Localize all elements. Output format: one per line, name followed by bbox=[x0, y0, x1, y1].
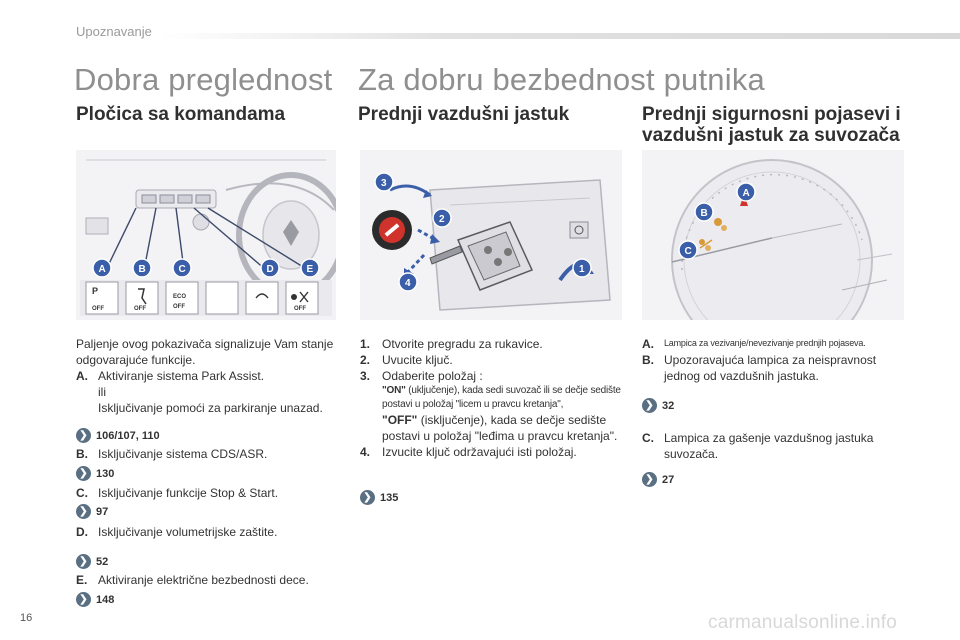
lamp-a: A. Lampica za vezivanje/nevezivanje prednjih pojaseva. bbox=[642, 337, 866, 351]
header-rule bbox=[160, 33, 960, 39]
button-label-p: P bbox=[92, 286, 99, 296]
right-subtitle-line1: Prednji sigurnosni pojasevi i bbox=[642, 104, 901, 125]
svg-text:B: B bbox=[700, 208, 708, 219]
item-c: C. Isključivanje funkcije Stop & Start. bbox=[76, 486, 279, 500]
arrow-circle-icon: ❯ bbox=[76, 466, 91, 481]
button-label-off-c: OFF bbox=[173, 304, 185, 310]
lamp-b: B. Upozoravajuća lampica za neispravnost jednog od vazdušnih jastuka. bbox=[642, 353, 877, 383]
svg-text:2: 2 bbox=[439, 214, 445, 225]
arrow-circle-icon: ❯ bbox=[76, 592, 91, 607]
page-ref-right-2[interactable]: ❯ 27 bbox=[642, 472, 674, 487]
panel-badge-a bbox=[93, 259, 111, 277]
step-badge-2 bbox=[433, 209, 451, 227]
svg-text:4: 4 bbox=[405, 278, 411, 289]
item-d: D. Isključivanje volumetrijske zaštite. bbox=[76, 525, 278, 539]
arrow-circle-icon: ❯ bbox=[642, 398, 657, 413]
control-panel-drawing bbox=[76, 150, 336, 320]
page-ref-5[interactable]: ❯ 148 bbox=[76, 592, 114, 607]
step-3: 3. Odaberite položaj : bbox=[360, 369, 483, 383]
panel-badge-d bbox=[261, 259, 279, 277]
middle-title: Za dobru bezbednost putnika bbox=[358, 62, 765, 97]
arrow-circle-icon: ❯ bbox=[76, 554, 91, 569]
button-label-off-b: OFF bbox=[134, 306, 146, 312]
watermark: carmanualsonline.info bbox=[708, 612, 898, 633]
gauge-drawing bbox=[642, 150, 904, 320]
item-a-line3: Isključivanje pomoći za parkiranje unazad. bbox=[98, 401, 323, 415]
airbag-off-icon bbox=[699, 239, 705, 245]
right-subtitle bbox=[642, 104, 901, 146]
page-ref-1[interactable]: ❯ 106/107, 110 bbox=[76, 428, 160, 443]
page-ref-3[interactable]: ❯ 97 bbox=[76, 504, 108, 519]
step-2: 2. Uvucite ključ. bbox=[360, 353, 453, 367]
step-1: 1. Otvorite pregradu za rukavice. bbox=[360, 337, 543, 351]
step-3-on: "ON" (uključenje), kada sedi suvozač ili se dečje sedište postavi u položaj "licem u pravcu kretanja", bbox=[382, 385, 621, 410]
button-label-off-a: OFF bbox=[92, 306, 104, 312]
glovebox-key-drawing bbox=[360, 150, 622, 320]
middle-column-text bbox=[360, 336, 628, 460]
page-ref-2[interactable]: ❯ 130 bbox=[76, 466, 114, 481]
item-a bbox=[76, 368, 338, 416]
control-panel-illustration bbox=[76, 150, 336, 320]
page-ref-right-1[interactable]: ❯ 32 bbox=[642, 398, 674, 413]
svg-text:C: C bbox=[684, 246, 692, 257]
item-e: E. Aktiviranje električne bezbednosti dece. bbox=[76, 573, 309, 587]
panel-badge-c bbox=[173, 259, 191, 277]
arrow-circle-icon: ❯ bbox=[360, 490, 375, 505]
step-3-off: "OFF" (isključenje), kada se dečje sedište postavi u položaj "leđima u pravcu kretanja". bbox=[382, 413, 618, 443]
gauge-badge-c bbox=[679, 241, 697, 259]
button-label-eco: ECO bbox=[173, 294, 187, 300]
gauge-badge-a bbox=[737, 183, 755, 201]
section-label: Upoznavanje bbox=[76, 24, 152, 39]
step-badge-1 bbox=[573, 259, 591, 277]
child-lock-icon bbox=[291, 294, 297, 300]
left-intro: Paljenje ovog pokazivača signalizuje Vam stanje odgovarajuće funkcije. bbox=[76, 337, 334, 367]
svg-text:A: A bbox=[742, 188, 750, 199]
item-a-key: A. bbox=[76, 369, 88, 383]
lamp-c: C. Lampica za gašenje vazdušnog jastuka suvozača. bbox=[642, 431, 874, 461]
svg-text:D: D bbox=[266, 264, 274, 275]
svg-text:C: C bbox=[178, 264, 186, 275]
arrow-circle-icon: ❯ bbox=[76, 428, 91, 443]
step-badge-3 bbox=[375, 173, 393, 191]
page-number: 16 bbox=[20, 612, 33, 624]
svg-text:1: 1 bbox=[579, 264, 585, 275]
svg-text:A: A bbox=[98, 264, 106, 275]
page-ref-4[interactable]: ❯ 52 bbox=[76, 554, 108, 569]
left-title: Dobra preglednost bbox=[74, 62, 333, 97]
arrow-circle-icon: ❯ bbox=[76, 504, 91, 519]
left-column-text bbox=[76, 336, 338, 416]
step-badge-4 bbox=[399, 273, 417, 291]
svg-text:3: 3 bbox=[381, 178, 387, 189]
right-column-text bbox=[642, 336, 906, 384]
arrow-circle-icon: ❯ bbox=[642, 472, 657, 487]
step-4: 4. Izvucite ključ održavajući isti položaj. bbox=[360, 445, 577, 459]
middle-subtitle: Prednji vazdušni jastuk bbox=[358, 104, 570, 125]
item-a-line1: Aktiviranje sistema Park Assist. bbox=[98, 369, 265, 383]
glovebox-key-illustration bbox=[360, 150, 622, 320]
button-label-off-e: OFF bbox=[294, 306, 306, 312]
item-a-line2: ili bbox=[98, 385, 106, 399]
svg-text:B: B bbox=[138, 264, 146, 275]
item-b: B. Isključivanje sistema CDS/ASR. bbox=[76, 447, 268, 461]
left-subtitle: Pločica sa komandama bbox=[76, 104, 286, 125]
panel-badge-e bbox=[301, 259, 319, 277]
svg-text:E: E bbox=[306, 264, 314, 275]
page-ref-middle[interactable]: ❯ 135 bbox=[360, 490, 398, 505]
airbag-fault-icon bbox=[714, 218, 722, 226]
gauge-badge-b bbox=[695, 203, 713, 221]
instrument-cluster-illustration bbox=[642, 150, 904, 320]
right-subtitle-line2: vazdušni jastuk za suvozača bbox=[642, 125, 900, 146]
panel-badge-b bbox=[133, 259, 151, 277]
